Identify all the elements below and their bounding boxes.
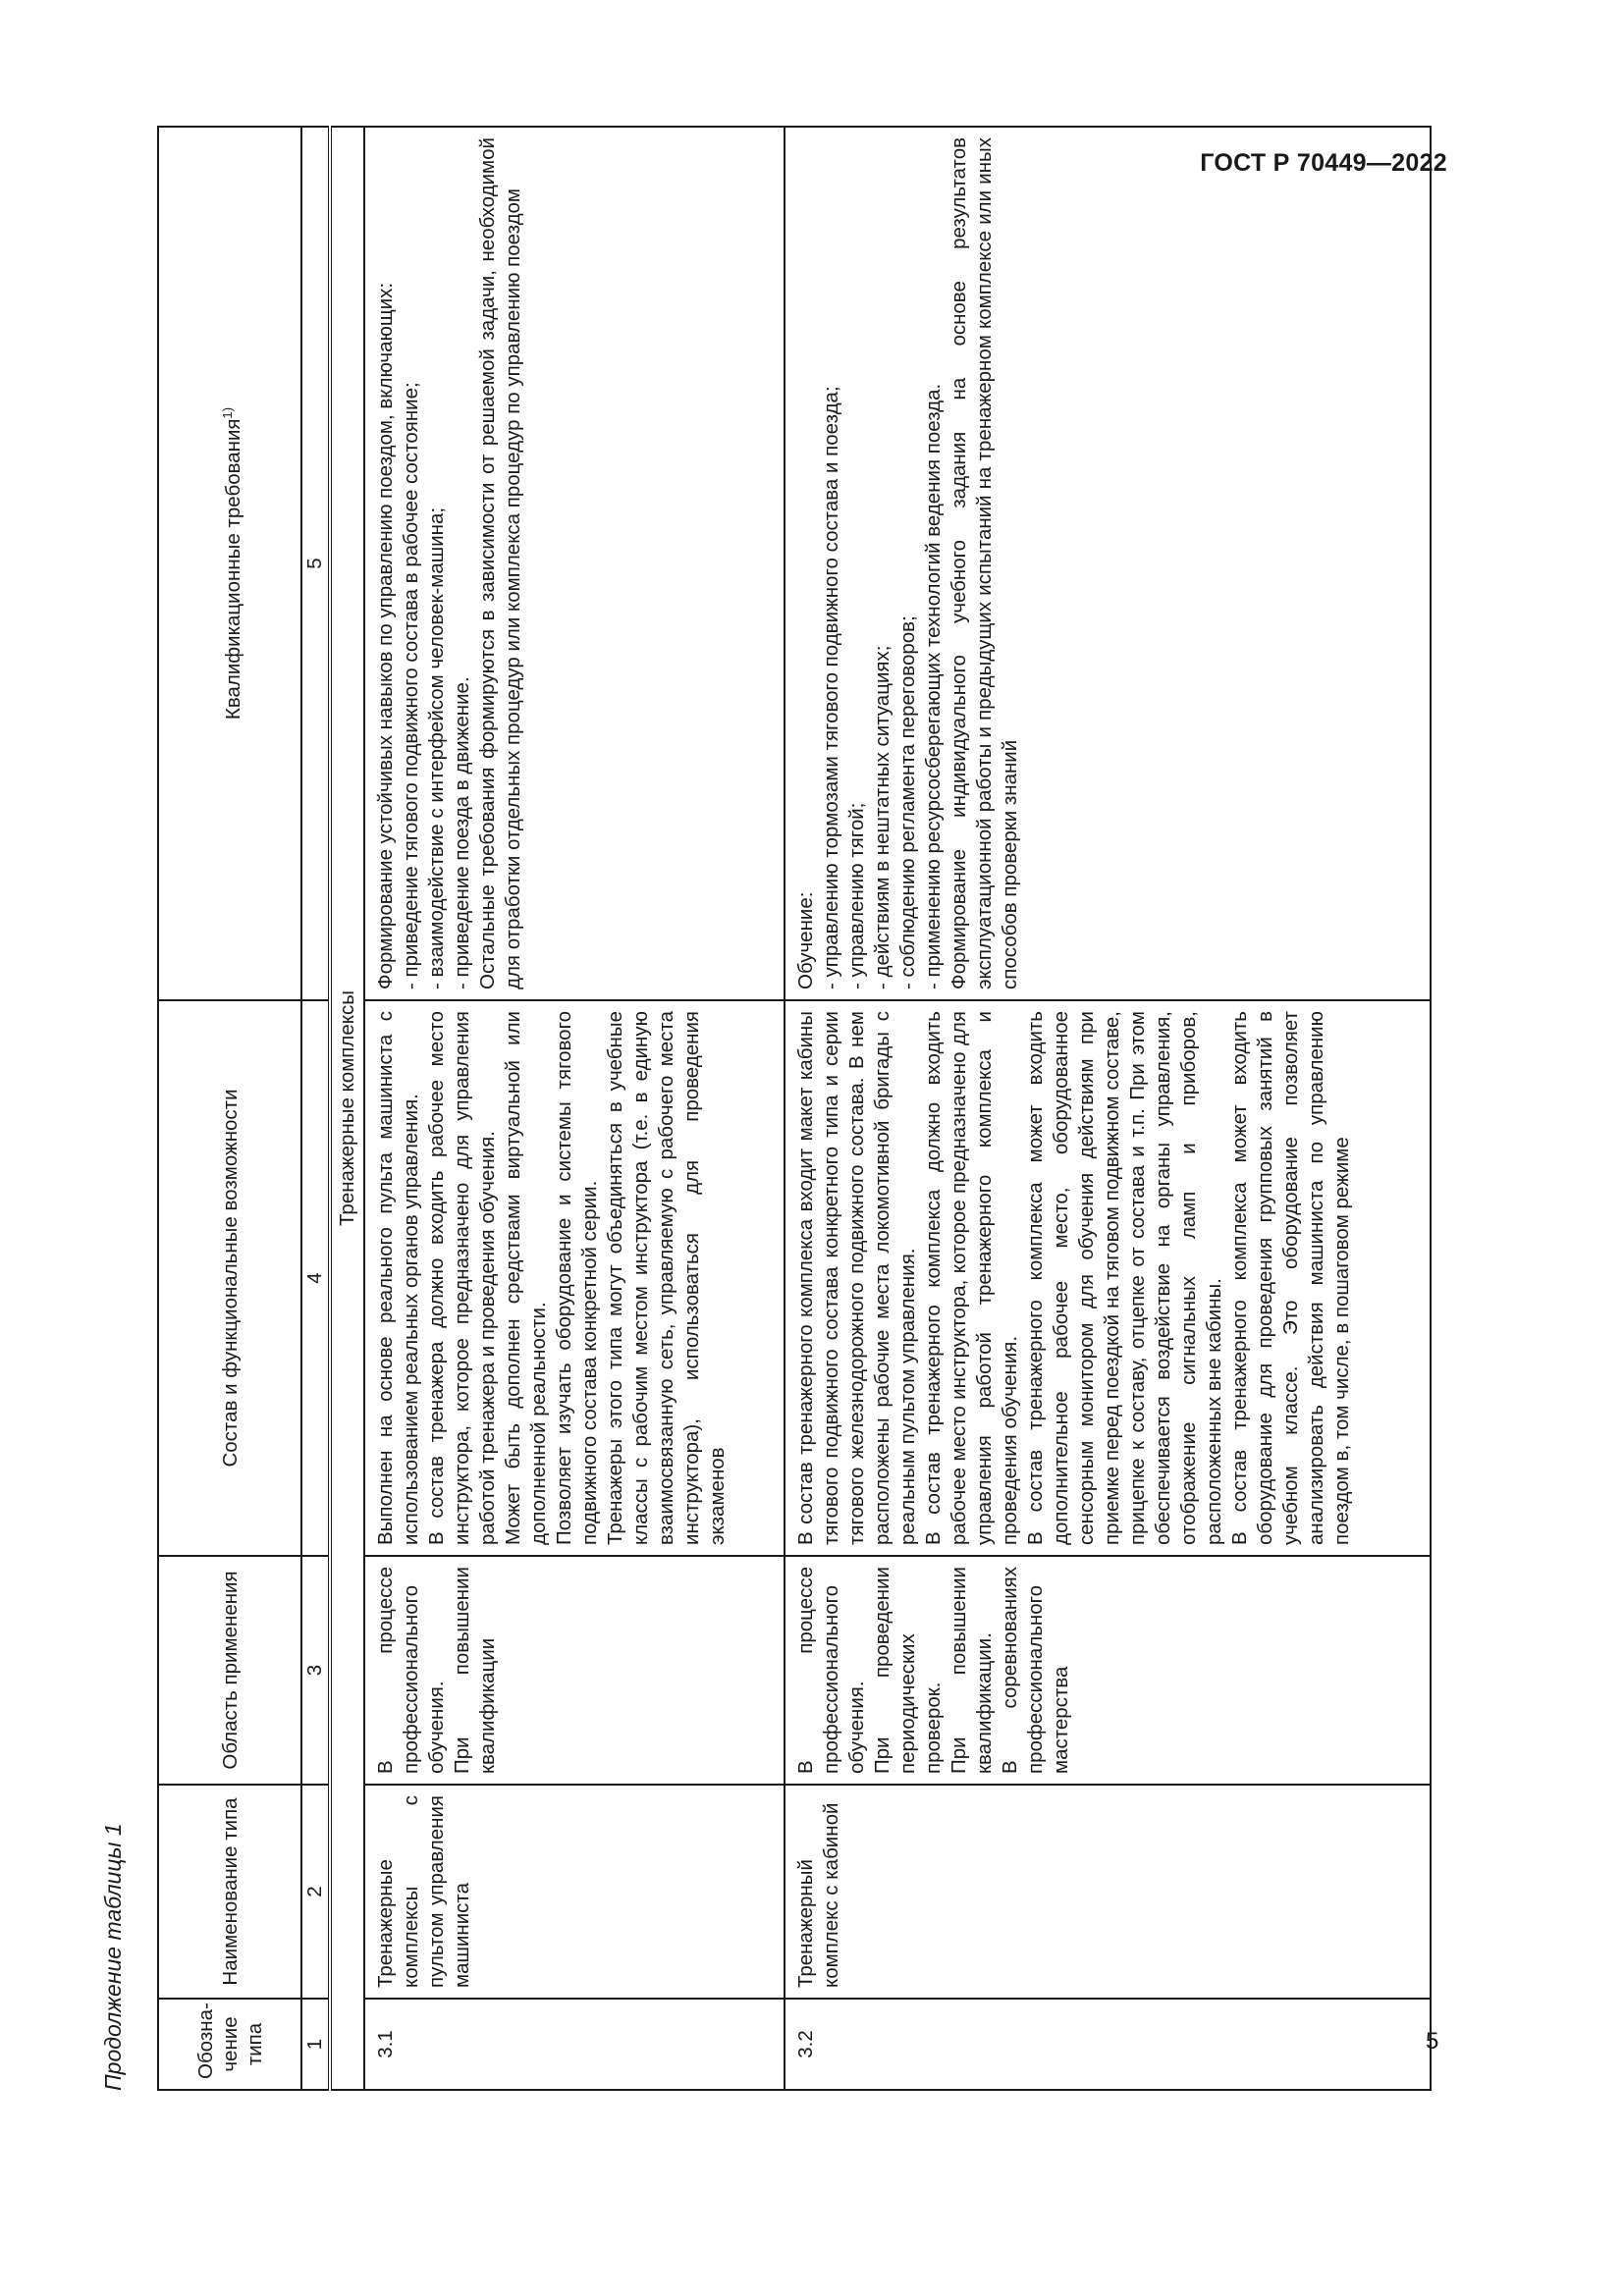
type-composition <box>785 1000 1431 1556</box>
requirement-line: - приведение поезда в движение. <box>451 676 473 989</box>
section-title: Тренажерные комплексы <box>330 127 364 2090</box>
rotated-table-block <box>100 128 1408 2091</box>
header-scope: Область применения <box>158 1556 301 1785</box>
scope-line: При повышении квалификации <box>451 1567 499 1774</box>
composition-line: Тренажеры этого типа могут объединяться в учебные классы с рабочим местом инструктора (т.е. в единую взаимосвязанную сеть, управляемую с рабочего места инструктора), использоваться для проведения экзаменов <box>604 1011 729 1545</box>
column-number: 4 <box>301 1000 330 1556</box>
composition-line: Позволяет изучать оборудование и системы тягового подвижного состава конкретной серии. <box>553 1011 601 1545</box>
requirement-line: - приведение тягового подвижного состава в рабочее состояние; <box>400 382 422 989</box>
column-number: 5 <box>301 127 330 1000</box>
table-header-row <box>158 127 301 2090</box>
scope-line: При проведении периодических проверок. <box>871 1567 945 1774</box>
composition-line: В состав тренажерного комплекса должно входить рабочее место инструктора, которое предназначено для управления работой тренажерного комплекса и проведения обучения. <box>922 1011 1021 1545</box>
type-requirements <box>785 127 1431 1000</box>
header-requirements: Квалификационные требования$^{1)}$ <box>158 127 301 1000</box>
composition-line: В состав тренажерного комплекса может входить дополнительное рабочее место, оборудованное сенсорным монитором для обучения действиям при приемке перед поездкой на тяговом подвижном составе, прицепке к составу, отцепке от состава и т.п. При этом обеспечивается воздействие на органы управления, отображение сигнальных ламп и приборов, расположенных вне кабины. <box>1024 1011 1225 1545</box>
type-code: 3.1 <box>364 1999 785 2090</box>
type-requirements <box>364 127 785 1000</box>
composition-line: В состав тренажерного комплекса входит макет кабины тягового подвижного состава конкретного типа и серии тягового железнодорожного подвижного состава. В нем расположены рабочие места локомотивной бригады с реальным пультом управления. <box>794 1011 919 1545</box>
table-caption: Продолжение таблицы 1 <box>100 1823 126 2091</box>
scope-line: В процессе профессионального обучения. <box>374 1567 448 1774</box>
type-name: Тренажерные комплексы с пультом управления машиниста <box>364 1785 785 1999</box>
requirement-line: Обучение: <box>794 891 817 989</box>
requirement-line: - действиям в нештатных ситуациях; <box>871 645 893 989</box>
type-name: Тренажерный комплекс с кабиной <box>785 1785 1431 1999</box>
composition-line: Выполнен на основе реального пульта машиниста с использованием реальных органов управления. <box>374 1011 422 1545</box>
column-numbers-row <box>301 127 330 2090</box>
requirement-line: Формирование индивидуального учебного задания на основе результатов эксплуатационной работы и предыдущих испытаний на тренажерном комплексе или иных способов проверки знаний <box>947 137 1021 989</box>
page-number: 5 <box>1426 2028 1439 2055</box>
composition-line: В состав тренажера должно входить рабочее место инструктора, которое предназначено для управления работой тренажера и проведения обучения. <box>425 1011 499 1545</box>
table-row <box>785 127 1431 2090</box>
column-number: 1 <box>301 1999 330 2090</box>
column-number: 3 <box>301 1556 330 1785</box>
standard-number: ГОСТ Р 70449—2022 <box>1200 149 1447 177</box>
requirement-line: Формирование устойчивых навыков по управлению поездом, включающих: <box>374 282 397 989</box>
type-composition <box>364 1000 785 1556</box>
header-name: Наименование типа <box>158 1785 301 1999</box>
header-composition: Состав и функциональные возможности <box>158 1000 301 1556</box>
composition-line: Может быть дополнен средствами виртуальной или дополненной реальности. <box>502 1011 550 1545</box>
table-row <box>364 127 785 2090</box>
type-scope <box>785 1556 1431 1785</box>
scope-line: В процессе профессионального обучения. <box>794 1567 868 1774</box>
requirement-line: Остальные требования формируются в зависимости от решаемой задачи, необходимой для отработки отдельных процедур или комплекса процедур по управлению поездом <box>476 137 524 989</box>
requirement-line: - управлению тягой; <box>845 802 868 989</box>
requirement-line: - соблюдению регламента переговоров; <box>896 615 919 989</box>
requirements-table <box>157 126 1432 2091</box>
requirement-line: - взаимодействие с интерфейсом человек-машина; <box>425 507 448 989</box>
column-number: 2 <box>301 1785 330 1999</box>
requirement-line: - применению ресурсосберегающих технологий ведения поезда. <box>922 383 945 989</box>
requirement-line: - управлению тормозами тягового подвижного состава и поезда; <box>820 386 842 989</box>
scope-line: При повышении квалификации. <box>947 1567 996 1774</box>
type-scope <box>364 1556 785 1785</box>
scope-line: В соревнованиях профессионального мастерства <box>999 1567 1072 1774</box>
header-code: Обозна-чение типа <box>158 1999 301 2090</box>
type-code: 3.2 <box>785 1999 1431 2090</box>
footnote-mark: 1) <box>219 406 235 419</box>
section-row <box>330 127 364 2090</box>
composition-line: В состав тренажерного комплекса может входить оборудование для проведения групповых занятий в учебном классе. Это оборудование позволяет анализировать действия машиниста по управлению поездом в, том числе, в пошаговом режиме <box>1228 1011 1353 1545</box>
